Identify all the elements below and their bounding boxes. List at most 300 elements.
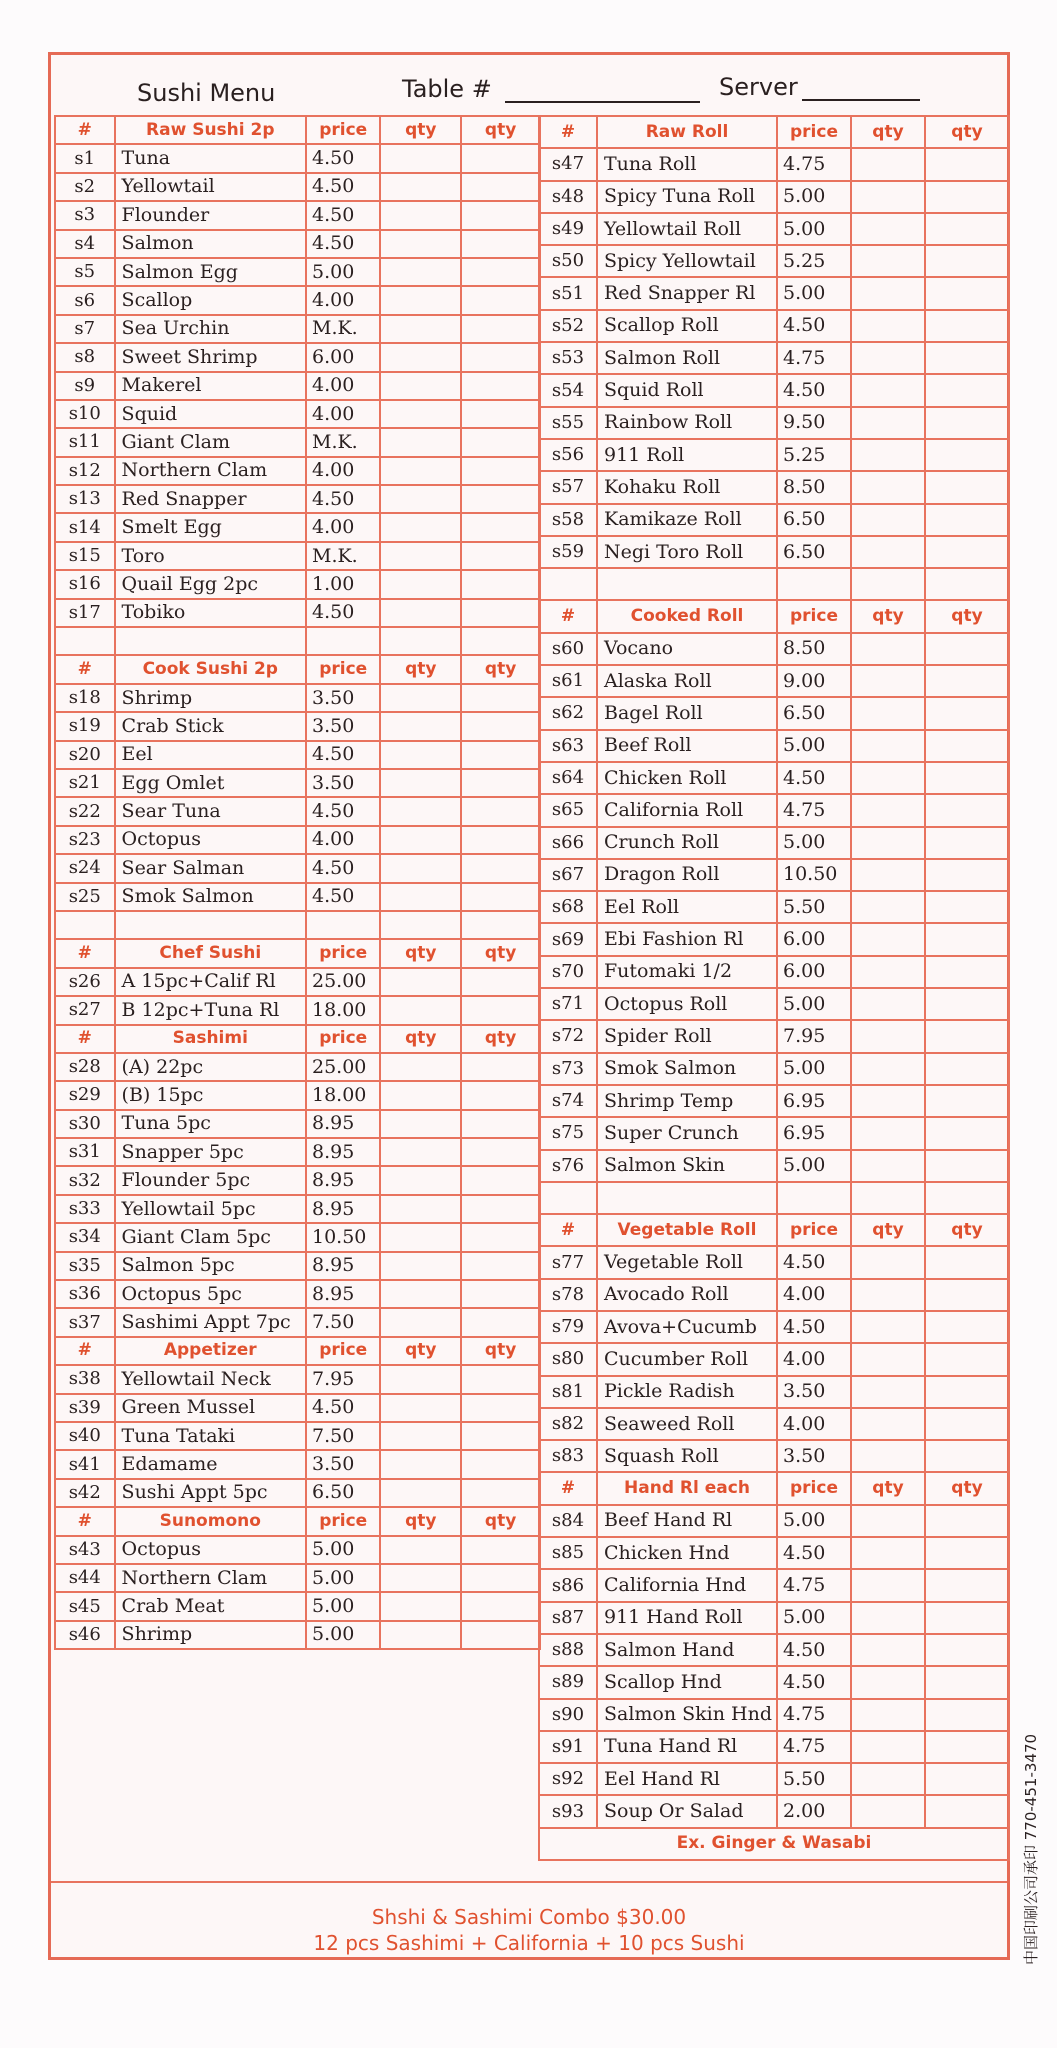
section-price-header: price <box>306 1025 380 1053</box>
qty-cell[interactable] <box>851 1408 925 1440</box>
qty-cell[interactable] <box>380 712 461 740</box>
item-price: 8.50 <box>777 633 851 665</box>
item-number: s66 <box>539 827 597 859</box>
qty-cell[interactable] <box>380 343 461 371</box>
item-number <box>539 568 597 600</box>
qty-cell[interactable] <box>461 741 540 769</box>
qty-cell[interactable] <box>851 1117 925 1149</box>
qty-cell[interactable] <box>461 513 540 541</box>
qty-cell[interactable] <box>925 988 1009 1020</box>
qty-cell[interactable] <box>851 1279 925 1311</box>
qty-cell[interactable] <box>461 769 540 797</box>
qty-cell[interactable] <box>851 1020 925 1052</box>
qty-cell[interactable] <box>925 471 1009 503</box>
item-name: Vocano <box>597 633 777 665</box>
qty-cell[interactable] <box>925 1634 1009 1666</box>
qty-cell[interactable] <box>461 428 540 456</box>
qty-cell[interactable] <box>461 883 540 911</box>
qty-cell[interactable] <box>925 342 1009 374</box>
item-name: Futomaki 1/2 <box>597 956 777 988</box>
item-name: Smok Salmon <box>597 1053 777 1085</box>
qty-cell[interactable] <box>461 1166 540 1194</box>
qty-cell[interactable] <box>925 1537 1009 1569</box>
menu-item-row <box>539 697 1009 729</box>
qty-cell[interactable] <box>380 1252 461 1280</box>
item-price: 3.50 <box>306 769 380 797</box>
qty-cell[interactable] <box>380 854 461 882</box>
qty-cell[interactable] <box>461 684 540 712</box>
item-number: s65 <box>539 794 597 826</box>
section-price-header: price <box>777 1472 851 1504</box>
menu-item-row <box>539 1505 1009 1537</box>
qty-cell[interactable] <box>461 1110 540 1138</box>
qty-cell[interactable] <box>851 1376 925 1408</box>
qty-cell[interactable] <box>380 1280 461 1308</box>
qty-cell[interactable] <box>925 1505 1009 1537</box>
qty-cell[interactable] <box>380 485 461 513</box>
item-price: 5.00 <box>777 988 851 1020</box>
menu-item-row <box>55 1138 540 1166</box>
qty-cell[interactable] <box>380 1195 461 1223</box>
qty-cell[interactable] <box>925 794 1009 826</box>
menu-item-row <box>539 1053 1009 1085</box>
qty-cell[interactable] <box>380 684 461 712</box>
item-name: Tuna Tataki <box>115 1422 306 1450</box>
item-price: 5.00 <box>306 1564 380 1592</box>
item-number: s20 <box>55 741 115 769</box>
qty-cell[interactable] <box>925 1053 1009 1085</box>
qty-cell[interactable] <box>851 859 925 891</box>
qty-cell[interactable] <box>851 439 925 471</box>
qty-cell[interactable] <box>925 1376 1009 1408</box>
qty-cell[interactable] <box>851 1182 925 1214</box>
qty-cell[interactable] <box>925 1440 1009 1472</box>
menu-item-row <box>539 1795 1009 1827</box>
qty-cell[interactable] <box>851 1795 925 1827</box>
qty-cell[interactable] <box>380 428 461 456</box>
qty-cell[interactable] <box>461 968 540 996</box>
qty-cell[interactable] <box>380 258 461 286</box>
qty-cell[interactable] <box>925 1731 1009 1763</box>
item-name: Vegetable Roll <box>597 1246 777 1278</box>
item-name: Kohaku Roll <box>597 471 777 503</box>
qty-cell[interactable] <box>925 1150 1009 1182</box>
qty-cell[interactable] <box>461 1592 540 1620</box>
qty-cell[interactable] <box>461 286 540 314</box>
qty-cell[interactable] <box>380 513 461 541</box>
qty-cell[interactable] <box>925 407 1009 439</box>
qty-cell[interactable] <box>925 1085 1009 1117</box>
item-price: M.K. <box>306 542 380 570</box>
menu-item-row <box>539 827 1009 859</box>
qty-cell[interactable] <box>380 1422 461 1450</box>
menu-item-row <box>55 230 540 258</box>
qty-cell[interactable] <box>925 310 1009 342</box>
qty-cell[interactable] <box>461 1252 540 1280</box>
qty-cell[interactable] <box>461 911 540 939</box>
qty-cell[interactable] <box>461 1053 540 1081</box>
qty-cell[interactable] <box>851 891 925 923</box>
qty-cell[interactable] <box>925 1602 1009 1634</box>
qty-cell[interactable] <box>380 1223 461 1251</box>
item-price <box>777 568 851 600</box>
qty-cell[interactable] <box>380 1138 461 1166</box>
qty-cell[interactable] <box>461 1081 540 1109</box>
qty-cell[interactable] <box>851 277 925 309</box>
qty-cell[interactable] <box>851 245 925 277</box>
menu-item-row <box>55 968 540 996</box>
qty-cell[interactable] <box>851 1602 925 1634</box>
qty-cell[interactable] <box>925 1246 1009 1278</box>
item-name: Eel <box>115 741 306 769</box>
qty-cell[interactable] <box>925 277 1009 309</box>
section-num-header: # <box>539 600 597 632</box>
qty-cell[interactable] <box>925 1699 1009 1731</box>
qty-cell[interactable] <box>380 201 461 229</box>
qty-cell[interactable] <box>851 1343 925 1375</box>
qty-cell[interactable] <box>380 1365 461 1393</box>
qty-cell[interactable] <box>461 400 540 428</box>
section-num-header: # <box>55 1337 115 1365</box>
item-number <box>539 1182 597 1214</box>
qty-cell[interactable] <box>851 762 925 794</box>
qty-cell[interactable] <box>851 1699 925 1731</box>
item-name: Rainbow Roll <box>597 407 777 439</box>
qty-cell[interactable] <box>461 173 540 201</box>
item-name: Squid <box>115 400 306 428</box>
qty-cell[interactable] <box>851 504 925 536</box>
item-number: s4 <box>55 230 115 258</box>
qty-cell[interactable] <box>461 1365 540 1393</box>
qty-cell[interactable] <box>925 181 1009 213</box>
qty-cell[interactable] <box>925 536 1009 568</box>
qty-cell[interactable] <box>851 1569 925 1601</box>
item-number: s44 <box>55 1564 115 1592</box>
qty-cell[interactable] <box>925 504 1009 536</box>
item-name: Green Mussel <box>115 1394 306 1422</box>
qty-cell[interactable] <box>851 1150 925 1182</box>
item-number: s70 <box>539 956 597 988</box>
qty-cell[interactable] <box>380 599 461 627</box>
qty-cell[interactable] <box>851 633 925 665</box>
qty-cell[interactable] <box>461 826 540 854</box>
qty-cell[interactable] <box>925 923 1009 955</box>
section-qty-header: qty <box>461 939 540 967</box>
item-name: (A) 22pc <box>115 1053 306 1081</box>
qty-cell[interactable] <box>851 1311 925 1343</box>
qty-cell[interactable] <box>851 1537 925 1569</box>
qty-cell[interactable] <box>925 1763 1009 1795</box>
qty-cell[interactable] <box>461 599 540 627</box>
menu-item-row <box>539 374 1009 406</box>
qty-cell[interactable] <box>461 230 540 258</box>
item-number: s57 <box>539 471 597 503</box>
qty-cell[interactable] <box>925 1795 1009 1827</box>
qty-cell[interactable] <box>380 570 461 598</box>
qty-cell[interactable] <box>380 996 461 1024</box>
qty-cell[interactable] <box>380 372 461 400</box>
qty-cell[interactable] <box>461 797 540 825</box>
section-qty-header: qty <box>851 1472 925 1504</box>
item-price <box>306 911 380 939</box>
item-number: s16 <box>55 570 115 598</box>
qty-cell[interactable] <box>461 1308 540 1336</box>
qty-cell[interactable] <box>380 1110 461 1138</box>
qty-cell[interactable] <box>851 213 925 245</box>
qty-cell[interactable] <box>925 730 1009 762</box>
menu-item-row <box>55 1081 540 1109</box>
item-number: s83 <box>539 1440 597 1472</box>
item-name: Eel Roll <box>597 891 777 923</box>
item-name: Tuna Roll <box>597 148 777 180</box>
qty-cell[interactable] <box>851 1053 925 1085</box>
qty-cell[interactable] <box>925 1569 1009 1601</box>
menu-item-row <box>539 407 1009 439</box>
qty-cell[interactable] <box>851 310 925 342</box>
qty-cell[interactable] <box>380 315 461 343</box>
qty-cell[interactable] <box>461 1422 540 1450</box>
qty-cell[interactable] <box>461 457 540 485</box>
item-number: s73 <box>539 1053 597 1085</box>
qty-cell[interactable] <box>851 1505 925 1537</box>
item-number: s18 <box>55 684 115 712</box>
qty-cell[interactable] <box>461 1280 540 1308</box>
menu-item-row <box>539 277 1009 309</box>
qty-cell[interactable] <box>851 730 925 762</box>
qty-cell[interactable] <box>925 1343 1009 1375</box>
qty-cell[interactable] <box>461 372 540 400</box>
qty-cell[interactable] <box>925 1020 1009 1052</box>
qty-cell[interactable] <box>461 627 540 655</box>
qty-cell[interactable] <box>851 181 925 213</box>
right-column <box>538 115 1008 1861</box>
menu-item-row <box>55 485 540 513</box>
qty-cell[interactable] <box>925 213 1009 245</box>
qty-cell[interactable] <box>380 1536 461 1564</box>
qty-cell[interactable] <box>925 1117 1009 1149</box>
qty-cell[interactable] <box>380 883 461 911</box>
qty-cell[interactable] <box>925 245 1009 277</box>
qty-cell[interactable] <box>925 1408 1009 1440</box>
qty-cell[interactable] <box>380 1166 461 1194</box>
menu-item-row <box>539 1343 1009 1375</box>
item-number: s19 <box>55 712 115 740</box>
qty-cell[interactable] <box>380 1621 461 1649</box>
qty-cell[interactable] <box>461 542 540 570</box>
qty-cell[interactable] <box>380 769 461 797</box>
item-number: s17 <box>55 599 115 627</box>
qty-cell[interactable] <box>380 1564 461 1592</box>
section-header <box>55 1025 540 1053</box>
qty-cell[interactable] <box>461 315 540 343</box>
item-name: Spicy Tuna Roll <box>597 181 777 213</box>
qty-cell[interactable] <box>461 996 540 1024</box>
item-number: s52 <box>539 310 597 342</box>
qty-cell[interactable] <box>851 1763 925 1795</box>
qty-cell[interactable] <box>461 1223 540 1251</box>
qty-cell[interactable] <box>925 956 1009 988</box>
qty-cell[interactable] <box>380 1053 461 1081</box>
section-price-header: price <box>777 600 851 632</box>
qty-cell[interactable] <box>851 342 925 374</box>
qty-cell[interactable] <box>851 1666 925 1698</box>
qty-cell[interactable] <box>851 1085 925 1117</box>
item-number: s93 <box>539 1795 597 1827</box>
qty-cell[interactable] <box>851 1731 925 1763</box>
menu-item-row <box>55 1450 540 1478</box>
item-name: Squash Roll <box>597 1440 777 1472</box>
qty-cell[interactable] <box>461 1479 540 1507</box>
item-name: Soup Or Salad <box>597 1795 777 1827</box>
qty-cell[interactable] <box>925 374 1009 406</box>
qty-cell[interactable] <box>380 627 461 655</box>
qty-cell[interactable] <box>380 797 461 825</box>
qty-cell[interactable] <box>925 762 1009 794</box>
qty-cell[interactable] <box>461 1564 540 1592</box>
qty-cell[interactable] <box>461 258 540 286</box>
qty-cell[interactable] <box>461 1450 540 1478</box>
qty-cell[interactable] <box>925 1279 1009 1311</box>
section-price-header: price <box>777 116 851 148</box>
qty-cell[interactable] <box>461 144 540 172</box>
qty-cell[interactable] <box>380 1450 461 1478</box>
item-number: s82 <box>539 1408 597 1440</box>
qty-cell[interactable] <box>851 536 925 568</box>
qty-cell[interactable] <box>851 568 925 600</box>
menu-item-row <box>55 1223 540 1251</box>
qty-cell[interactable] <box>380 1308 461 1336</box>
item-price: 5.00 <box>777 1602 851 1634</box>
item-price: 5.25 <box>777 439 851 471</box>
item-name: Crab Meat <box>115 1592 306 1620</box>
qty-cell[interactable] <box>380 542 461 570</box>
qty-cell[interactable] <box>851 1634 925 1666</box>
menu-sheet <box>48 52 1010 1960</box>
item-price: 6.50 <box>777 504 851 536</box>
menu-item-row <box>55 372 540 400</box>
qty-cell[interactable] <box>851 407 925 439</box>
item-number: s85 <box>539 1537 597 1569</box>
qty-cell[interactable] <box>925 891 1009 923</box>
qty-cell[interactable] <box>851 956 925 988</box>
qty-cell[interactable] <box>925 439 1009 471</box>
section-num-header: # <box>55 655 115 683</box>
qty-cell[interactable] <box>380 144 461 172</box>
qty-cell[interactable] <box>461 1536 540 1564</box>
item-price: 10.50 <box>777 859 851 891</box>
qty-cell[interactable] <box>380 1479 461 1507</box>
qty-cell[interactable] <box>461 1195 540 1223</box>
qty-cell[interactable] <box>380 1081 461 1109</box>
qty-cell[interactable] <box>925 1666 1009 1698</box>
item-name: Crunch Roll <box>597 827 777 859</box>
menu-item-row <box>55 797 540 825</box>
qty-cell[interactable] <box>380 230 461 258</box>
item-price: 4.50 <box>777 1246 851 1278</box>
qty-cell[interactable] <box>380 1394 461 1422</box>
qty-cell[interactable] <box>851 794 925 826</box>
item-number: s49 <box>539 213 597 245</box>
qty-cell[interactable] <box>925 697 1009 729</box>
qty-cell[interactable] <box>380 911 461 939</box>
qty-cell[interactable] <box>851 988 925 1020</box>
qty-cell[interactable] <box>925 1182 1009 1214</box>
item-price: 3.50 <box>306 712 380 740</box>
item-price: 8.50 <box>777 471 851 503</box>
item-number: s11 <box>55 428 115 456</box>
qty-cell[interactable] <box>851 1246 925 1278</box>
qty-cell[interactable] <box>925 148 1009 180</box>
qty-cell[interactable] <box>925 665 1009 697</box>
qty-cell[interactable] <box>461 201 540 229</box>
menu-item-row <box>539 762 1009 794</box>
qty-cell[interactable] <box>461 343 540 371</box>
item-name: Yellowtail Neck <box>115 1365 306 1393</box>
qty-cell[interactable] <box>380 968 461 996</box>
item-name: Spicy Yellowtail <box>597 245 777 277</box>
item-price: 5.00 <box>306 1621 380 1649</box>
item-number: s75 <box>539 1117 597 1149</box>
qty-cell[interactable] <box>380 1592 461 1620</box>
qty-cell[interactable] <box>925 859 1009 891</box>
qty-cell[interactable] <box>925 827 1009 859</box>
qty-cell[interactable] <box>851 374 925 406</box>
qty-cell[interactable] <box>380 741 461 769</box>
qty-cell[interactable] <box>380 286 461 314</box>
qty-cell[interactable] <box>851 697 925 729</box>
qty-cell[interactable] <box>461 1621 540 1649</box>
qty-cell[interactable] <box>461 1138 540 1166</box>
qty-cell[interactable] <box>461 1394 540 1422</box>
item-number: s58 <box>539 504 597 536</box>
item-name: Red Snapper <box>115 485 306 513</box>
item-price: 4.50 <box>306 173 380 201</box>
qty-cell[interactable] <box>461 854 540 882</box>
item-number: s22 <box>55 797 115 825</box>
table-number-field[interactable] <box>505 101 700 103</box>
server-field[interactable] <box>802 99 920 101</box>
qty-cell[interactable] <box>925 1311 1009 1343</box>
qty-cell[interactable] <box>851 1440 925 1472</box>
item-price: 18.00 <box>306 996 380 1024</box>
qty-cell[interactable] <box>851 827 925 859</box>
qty-cell[interactable] <box>851 148 925 180</box>
menu-item-row <box>539 1537 1009 1569</box>
qty-cell[interactable] <box>380 173 461 201</box>
qty-cell[interactable] <box>925 633 1009 665</box>
qty-cell[interactable] <box>851 665 925 697</box>
qty-cell[interactable] <box>925 568 1009 600</box>
item-number: s86 <box>539 1569 597 1601</box>
section-price-header: price <box>777 1214 851 1246</box>
qty-cell[interactable] <box>380 826 461 854</box>
item-name: (B) 15pc <box>115 1081 306 1109</box>
item-price: 8.95 <box>306 1195 380 1223</box>
item-number: s47 <box>539 148 597 180</box>
qty-cell[interactable] <box>380 400 461 428</box>
item-number: s30 <box>55 1110 115 1138</box>
section-title: Raw Sushi 2p <box>115 116 306 144</box>
item-number: s1 <box>55 144 115 172</box>
qty-cell[interactable] <box>461 570 540 598</box>
section-num-header: # <box>55 939 115 967</box>
qty-cell[interactable] <box>851 471 925 503</box>
qty-cell[interactable] <box>461 485 540 513</box>
qty-cell[interactable] <box>380 457 461 485</box>
qty-cell[interactable] <box>461 712 540 740</box>
qty-cell[interactable] <box>851 923 925 955</box>
section-title: Appetizer <box>115 1337 306 1365</box>
